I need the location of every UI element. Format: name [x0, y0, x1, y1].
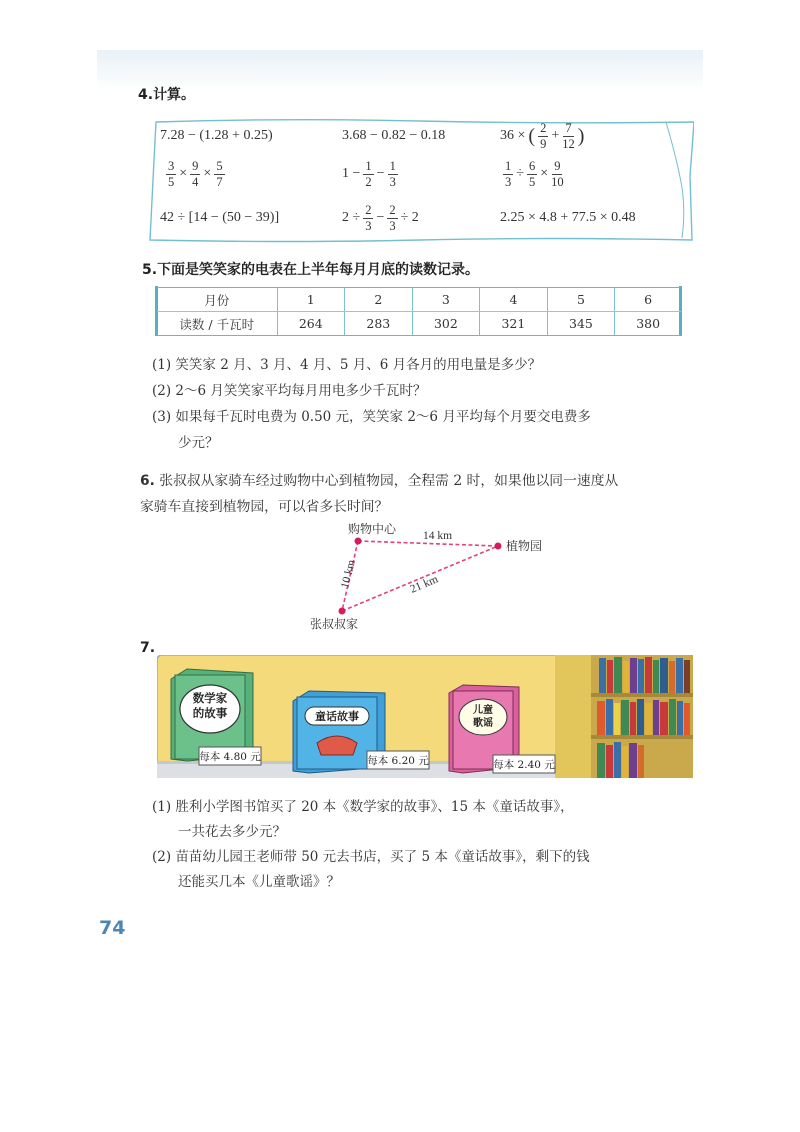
q4-title: 计算。	[153, 87, 196, 103]
table-row	[157, 288, 681, 312]
expr-g	[160, 210, 279, 226]
expr-b-text: 3.68 − 0.82 − 0.18	[342, 128, 446, 143]
expr-d-op1: ×	[179, 166, 188, 181]
mall-label: 购物中心	[348, 522, 397, 536]
price-tag-book3: 每本 2.40 元	[493, 759, 555, 771]
expr-e-frac2: $\frac{1}{3}$	[389, 159, 396, 189]
price-tag-book1: 每本 4.80 元	[199, 751, 261, 763]
q5-sub-1: (1) 笑笑家 2 月、3 月、4 月、5 月、6 月各月的用电量是多少？	[152, 357, 542, 373]
route-home-garden	[342, 546, 498, 611]
expr-e-frac1: $\frac{1}{2}$	[365, 159, 372, 189]
q5-heading	[142, 259, 479, 279]
expr-e-lead: 1 −	[342, 166, 361, 181]
q7-sub-2-cont: 还能买几本《儿童歌谣》？	[178, 874, 340, 890]
month-cell: 2	[345, 288, 413, 312]
expr-c-frac2: $\frac{7}{12}$	[562, 121, 575, 151]
expr-g-text: 42 ÷ [14 − (50 − 39)]	[160, 210, 280, 225]
q5-title: 下面是笑笑家的电表在上半年每月月底的读数记录。	[157, 262, 480, 278]
distance-mall-garden: 14 km	[423, 530, 453, 542]
expr-f-frac1: $\frac{1}{3}$	[505, 159, 512, 189]
expr-h	[342, 204, 419, 232]
q6-line-2: 家骑车直接到植物园，可以省多长时间？	[140, 499, 389, 515]
expr-h-tail: ÷ 2	[400, 210, 419, 225]
expr-d-op2: ×	[203, 166, 212, 181]
q7-number: 7.	[140, 640, 156, 656]
expr-f-frac3: $\frac{9}{10}$	[551, 159, 564, 189]
q7-heading	[140, 640, 155, 656]
route-diagram	[290, 515, 580, 635]
expr-h-lead: 2 ÷	[342, 210, 361, 225]
month-cell: 4	[480, 288, 548, 312]
page-number: 74	[99, 917, 126, 939]
book3-cover-title: 儿童	[473, 705, 493, 716]
q6-number: 6.	[140, 473, 155, 489]
garden-label: 植物园	[506, 539, 543, 553]
table-row	[157, 312, 681, 336]
q5-number: 5.	[142, 262, 158, 278]
expr-c-frac1: $\frac{2}{9}$	[540, 121, 547, 151]
distance-home-mall: 10 km	[339, 558, 358, 590]
expr-f	[503, 160, 564, 188]
expr-c-op: +	[551, 128, 560, 143]
price-tag-book2: 每本 6.20 元	[367, 755, 429, 767]
month-cell: 6	[615, 288, 681, 312]
expr-h-frac1: $\frac{2}{3}$	[365, 203, 372, 233]
expr-e-op: −	[376, 166, 385, 181]
mall-point	[355, 538, 362, 545]
q4-heading	[138, 84, 195, 104]
home-label: 张叔叔家	[310, 617, 359, 631]
expr-e	[342, 160, 398, 188]
q7-sub-1: (1) 胜利小学图书馆买了 20 本《数学家的故事》、15 本《童话故事》，	[152, 799, 574, 815]
expr-h-op: −	[376, 210, 385, 225]
q6-text-1: 张叔叔从家骑车经过购物中心到植物园，全程需 2 时，如果他以同一速度从	[159, 473, 619, 489]
svg-text:歌谣: 歌谣	[473, 718, 493, 729]
month-cell: 5	[547, 288, 615, 312]
header-label-cell: 月份	[157, 288, 277, 312]
q4-number: 4.	[138, 87, 154, 103]
q7-sub-1-cont: 一共花去多少元？	[178, 824, 286, 840]
expr-i-text: 2.25 × 4.8 + 77.5 × 0.48	[500, 210, 636, 225]
book2-cover-title: 童话故事	[315, 710, 359, 723]
expr-a	[160, 128, 273, 144]
meter-readings-table	[157, 287, 681, 336]
reading-cell: 321	[480, 312, 548, 336]
expr-c-lparen: (	[528, 124, 536, 147]
reading-cell: 302	[412, 312, 480, 336]
month-cell: 3	[412, 288, 480, 312]
distance-home-garden: 21 km	[408, 573, 440, 596]
book1-cover-title: 数学家	[192, 691, 228, 705]
expr-c-rparen: )	[577, 124, 585, 147]
expr-i	[500, 210, 636, 226]
expr-d-frac1: $\frac{3}{5}$	[168, 159, 175, 189]
expr-d-frac2: $\frac{9}{4}$	[192, 159, 199, 189]
garden-point	[495, 543, 502, 550]
expr-a-text: 7.28 − (1.28 + 0.25)	[160, 128, 273, 143]
svg-text:的故事: 的故事	[192, 706, 228, 720]
bookshelf-illustration	[157, 655, 693, 778]
expr-c	[500, 122, 584, 150]
reading-cell: 345	[547, 312, 615, 336]
q5-sub-2: (2) 2～6 月笑笑家平均每月用电多少千瓦时？	[152, 383, 427, 399]
expr-h-frac2: $\frac{2}{3}$	[389, 203, 396, 233]
expr-f-frac2: $\frac{6}{5}$	[528, 159, 536, 189]
q5-sub-3-cont: 少元？	[178, 435, 219, 451]
expr-c-lead: 36 ×	[500, 128, 526, 143]
q7-sub-2: (2) 苗苗幼儿园王老师带 50 元去书店，买了 5 本《童话故事》，剩下的钱	[152, 849, 590, 865]
row-label-cell: 读数 / 千瓦时	[157, 312, 277, 336]
month-cell: 1	[277, 288, 345, 312]
expr-b	[342, 128, 445, 144]
expr-f-op2: ×	[540, 166, 549, 181]
q5-sub-3: (3) 如果每千瓦时电费为 0.50 元，笑笑家 2～6 月平均每个月要交电费多	[152, 409, 591, 425]
expr-d	[166, 160, 225, 188]
reading-cell: 264	[277, 312, 345, 336]
q6-line-1	[140, 469, 618, 489]
reading-cell: 283	[345, 312, 413, 336]
expr-d-frac3: $\frac{5}{7}$	[216, 159, 223, 189]
reading-cell: 380	[615, 312, 681, 336]
expr-f-op1: ÷	[516, 166, 524, 181]
home-point	[339, 608, 346, 615]
